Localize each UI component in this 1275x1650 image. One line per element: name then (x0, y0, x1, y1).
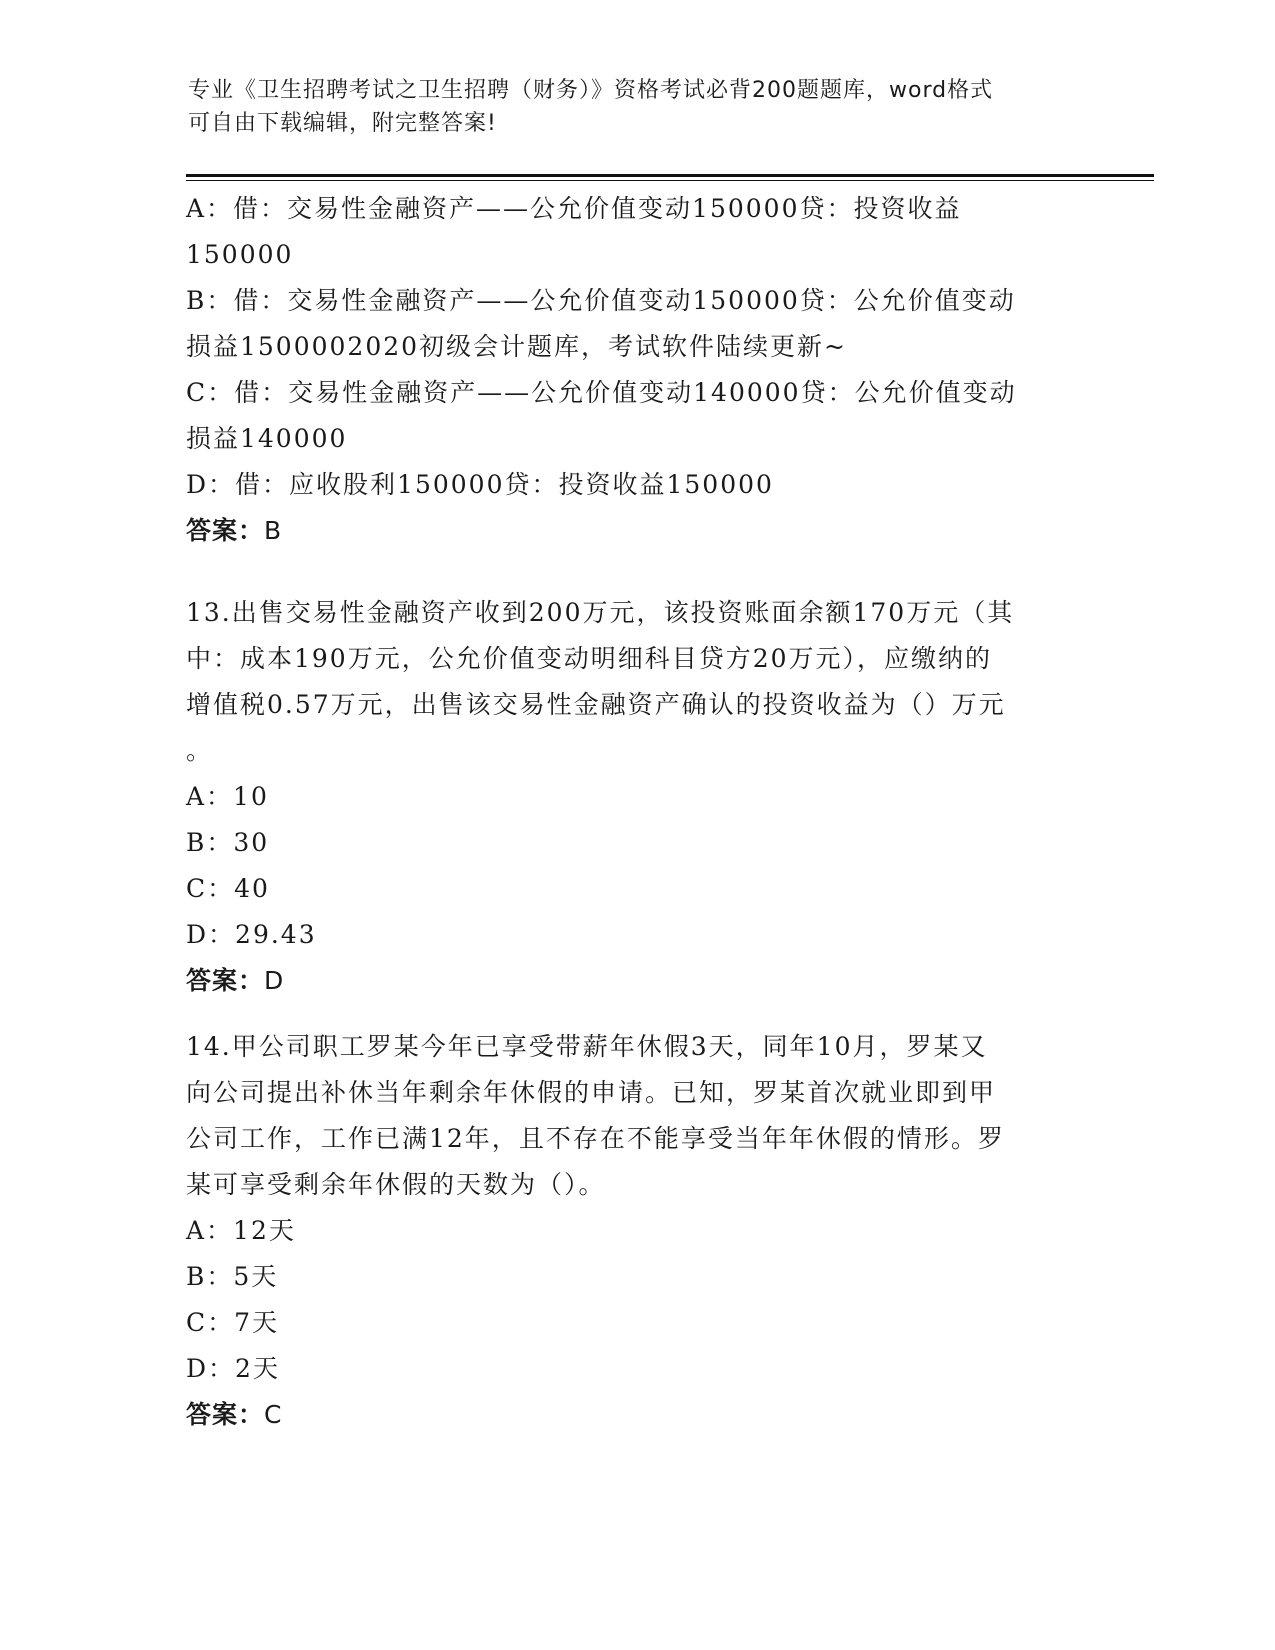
question-12-block (186, 186, 1086, 554)
q14-option-b: B：5天 (186, 1262, 279, 1291)
q12-option-d: D：借：应收股利150000贷：投资收益150000 (186, 470, 774, 499)
q12-option-c-line-1: C：借：交易性金融资产——公允价值变动140000贷：公允价值变动 (186, 378, 1017, 407)
q14-answer-value: C (264, 1400, 283, 1429)
q13-option-a: A：10 (186, 782, 269, 811)
q12-answer-label: 答案： (186, 516, 265, 545)
q14-stem-line-2: 向公司提出补休当年剩余年休假的申请。已知，罗某首次就业即到甲 (186, 1078, 997, 1107)
header-divider-thin (186, 180, 1154, 181)
q13-option-c: C：40 (186, 874, 270, 903)
q14-answer (186, 1392, 1086, 1438)
q13-stem-line-4: 。 (186, 736, 214, 765)
q14-answer-label: 答案： (186, 1400, 265, 1429)
q12-option-a-line-1: A：借：交易性金融资产——公允价值变动150000贷：投资收益 (186, 194, 962, 223)
q12-option-b-line-1: B：借：交易性金融资产——公允价值变动150000贷：公允价值变动 (186, 286, 1016, 315)
q13-option-d: D：29.43 (186, 920, 317, 949)
document-header (188, 74, 1068, 140)
q13-answer (186, 958, 1086, 1004)
q12-option-b-line-2: 损益1500002020初级会计题库，考试软件陆续更新~ (186, 332, 848, 361)
q14-stem-line-4: 某可享受剩余年休假的天数为（）。 (186, 1170, 606, 1199)
question-13-block (186, 590, 1086, 1004)
q13-answer-label: 答案： (186, 966, 265, 995)
q13-option-b: B：30 (186, 828, 270, 857)
header-line-2: 可自由下载编辑，附完整答案! (188, 111, 497, 136)
q14-option-d: D：2天 (186, 1354, 280, 1383)
header-line-1: 专业《卫生招聘考试之卫生招聘（财务）》资格考试必背200题题库，word格式 (188, 78, 994, 103)
q14-option-c: C：7天 (186, 1308, 280, 1337)
q12-answer (186, 508, 1086, 554)
q14-stem-line-3: 公司工作，工作已满12年，且不存在不能享受当年年休假的情形。罗 (186, 1124, 1005, 1153)
question-14-block (186, 1024, 1086, 1438)
q13-stem-line-3: 增值税0.57万元，出售该交易性金融资产确认的投资收益为（）万元 (186, 690, 1006, 719)
q13-answer-value: D (264, 966, 285, 995)
header-divider-thick (186, 174, 1154, 177)
q14-option-a: A：12天 (186, 1216, 296, 1245)
q13-stem-line-2: 中：成本190万元，公允价值变动明细科目贷方20万元），应缴纳的 (186, 644, 993, 673)
q13-stem-line-1: 13.出售交易性金融资产收到200万元，该投资账面余额170万元（其 (186, 598, 1015, 627)
q14-stem-line-1: 14.甲公司职工罗某今年已享受带薪年休假3天，同年10月，罗某又 (186, 1032, 988, 1061)
q12-option-a-line-2: 150000 (186, 240, 294, 269)
q12-answer-value: B (264, 516, 283, 545)
q12-option-c-line-2: 损益140000 (186, 424, 348, 453)
